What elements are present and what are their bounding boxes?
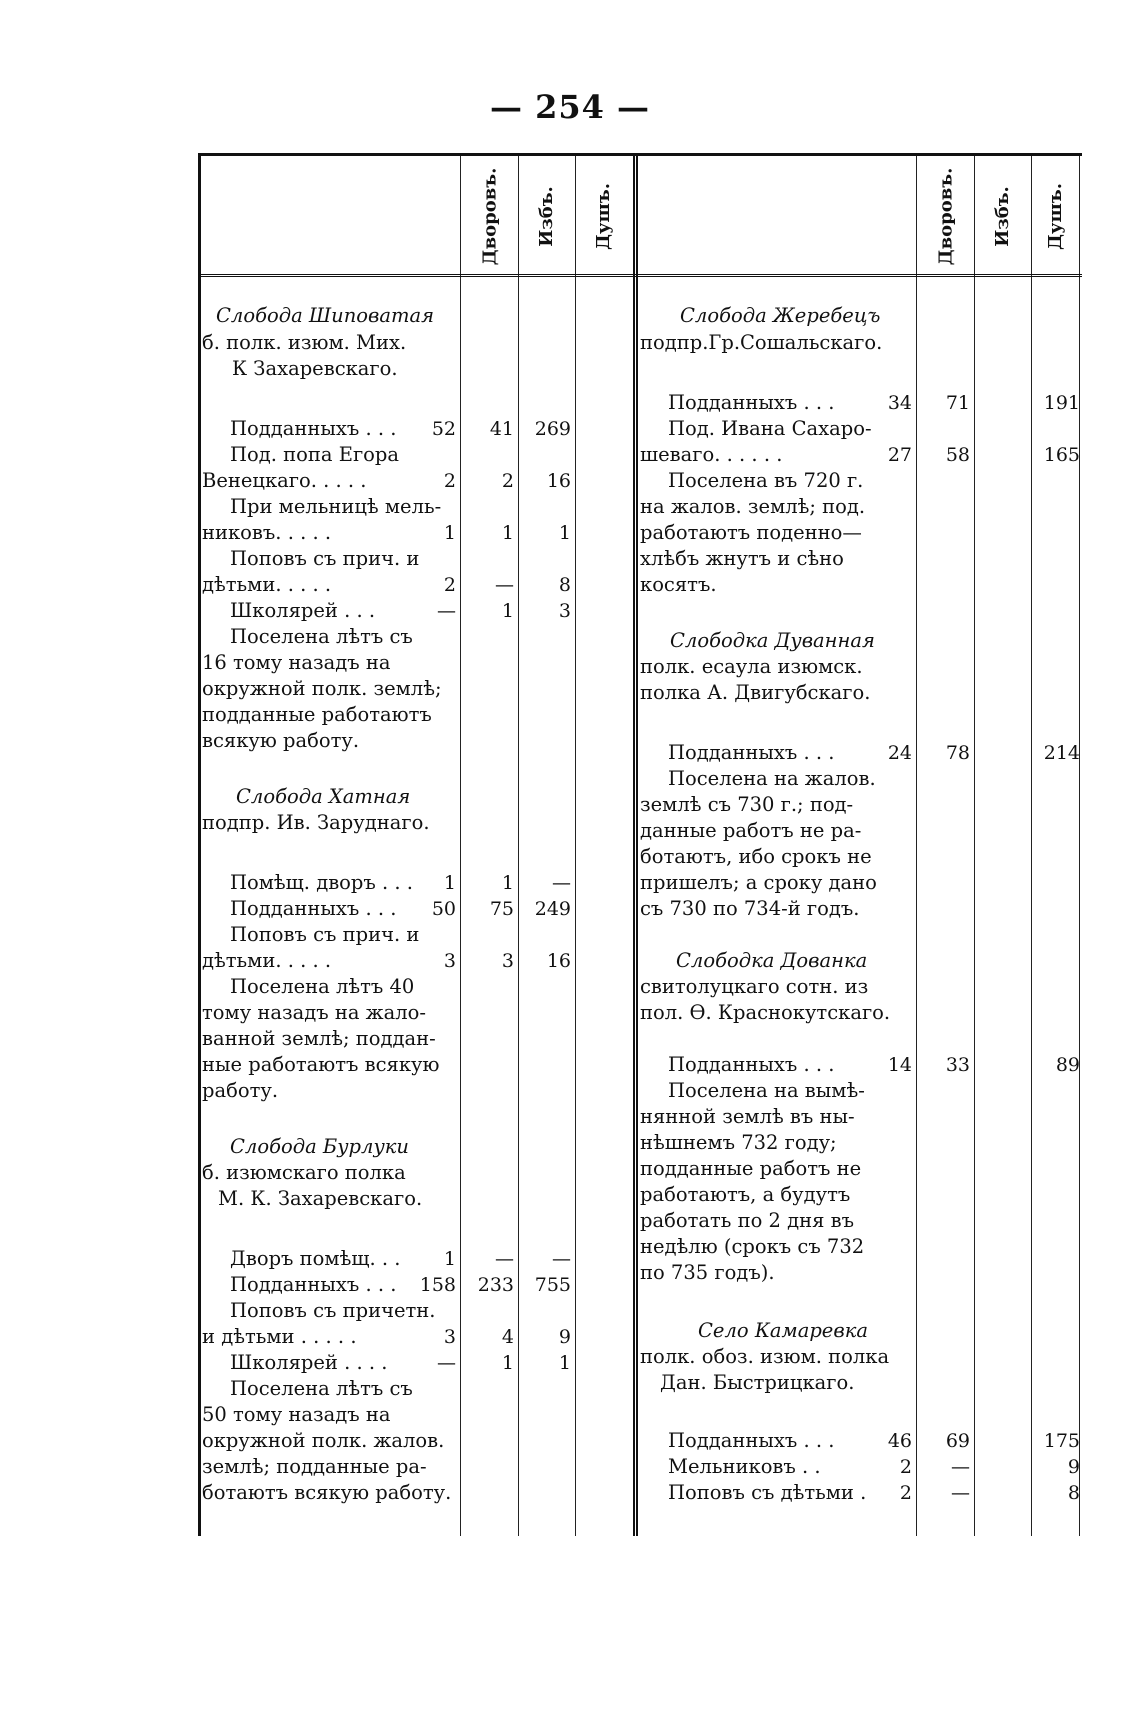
header-izb-right: Избъ. <box>992 185 1014 247</box>
cell-dush: 1 <box>558 1352 571 1374</box>
cell-izb: — <box>951 1456 970 1478</box>
note-line: нѣшнемъ 732 году; <box>640 1131 837 1154</box>
row-label: Подданныхъ . . . <box>668 1053 835 1076</box>
row-label: Поповъ съ дѣтьми . <box>668 1481 867 1504</box>
note-line: Поселена на жалов. <box>668 767 876 790</box>
census-table <box>198 153 1082 1536</box>
note-line: землѣ съ 730 г.; под- <box>640 793 854 816</box>
cell-dush: 89 <box>1055 1054 1080 1076</box>
cell-izb: 233 <box>477 1274 514 1296</box>
section-title: Слобода Шиповатая <box>216 304 435 327</box>
section-title: Слободка Дованка <box>676 949 868 972</box>
note-line: землѣ; подданные ра- <box>202 1455 427 1478</box>
note-line: Поселена лѣтъ съ <box>230 1377 413 1400</box>
note-line: 16 тому назадъ на <box>202 651 391 674</box>
cell-izb: 3 <box>501 950 514 972</box>
cell-izb: 1 <box>501 522 514 544</box>
cell-dush: 1 <box>558 522 571 544</box>
cell-izb: 4 <box>501 1326 514 1348</box>
note-line: подданные работъ не <box>640 1157 862 1180</box>
owner-line: б. изюмскаго полка <box>202 1161 406 1184</box>
row-label: шеваго. . . . . . <box>640 443 783 466</box>
row-label: Помѣщ. дворъ . . . <box>230 871 414 894</box>
cell-izb: 1 <box>501 600 514 622</box>
cell-dush: 249 <box>534 898 571 920</box>
owner-line: полк. есаула изюмск. <box>640 655 863 678</box>
header-dvorov-right: Дворовъ. <box>935 167 957 265</box>
note-line: Поселена на вымѣ- <box>668 1079 865 1102</box>
cell-dush: 191 <box>1043 392 1080 414</box>
cell-dush: 9 <box>558 1326 571 1348</box>
cell-dvorov: 46 <box>887 1430 912 1452</box>
header-izb-left: Избъ. <box>536 185 558 247</box>
cell-izb: 41 <box>489 418 514 440</box>
owner-line: полк. обоз. изюм. полка <box>640 1345 890 1368</box>
note-line: ванной землѣ; поддан- <box>202 1027 436 1050</box>
note-line: Поселена лѣтъ съ <box>230 625 413 648</box>
row-label: Под. Ивана Сахаро- <box>668 417 872 440</box>
section-title: Слобода Хатная <box>236 785 411 808</box>
cell-izb: — <box>495 1248 514 1270</box>
cell-dvorov: 50 <box>431 898 456 920</box>
row-label: Подданныхъ . . . <box>230 1273 397 1296</box>
section-title: Село Камаревка <box>698 1319 868 1342</box>
owner-line: К Захаревскаго. <box>232 357 398 380</box>
owner-line: б. полк. изюм. Мих. <box>202 331 407 354</box>
row-label: Поповъ съ причетн. <box>230 1299 436 1322</box>
owner-line: свитолуцкаго сотн. из <box>640 975 869 998</box>
owner-line: Дан. Быстрицкаго. <box>660 1371 855 1394</box>
row-label: Подданныхъ . . . <box>668 391 835 414</box>
row-label: дѣтьми. . . . . <box>202 573 332 596</box>
cell-dush: — <box>552 872 571 894</box>
note-line: Поселена лѣтъ 40 <box>230 975 415 998</box>
note-line: Поселена въ 720 г. <box>668 469 864 492</box>
header-dush-right: Душъ. <box>1045 182 1067 250</box>
page-number: — 254 — <box>489 88 651 126</box>
owner-line: пол. Ѳ. Краснокутскаго. <box>640 1001 891 1024</box>
cell-dvorov: 3 <box>443 1326 456 1348</box>
note-line: работать по 2 дня въ <box>640 1209 855 1232</box>
row-label: Поповъ съ прич. и <box>230 547 420 570</box>
cell-izb: 2 <box>501 470 514 492</box>
note-line: окружной полк. жалов. <box>202 1429 445 1452</box>
cell-dvorov: 158 <box>419 1274 456 1296</box>
section-title: Слобода Жеребецъ <box>680 304 881 327</box>
cell-dvorov: 1 <box>443 522 456 544</box>
cell-dush: — <box>552 1248 571 1270</box>
note-line: тому назадъ на жало- <box>202 1001 426 1024</box>
owner-line: М. К. Захаревскаго. <box>218 1187 423 1210</box>
row-label: никовъ. . . . . <box>202 521 332 544</box>
cell-izb: 69 <box>945 1430 970 1452</box>
cell-dvorov: 14 <box>887 1054 912 1076</box>
cell-dvorov: 2 <box>899 1482 912 1504</box>
cell-izb: 71 <box>945 392 970 414</box>
note-line: хлѣбъ жнутъ и сѣно <box>640 547 844 570</box>
cell-dush: 8 <box>1067 1482 1080 1504</box>
cell-dvorov: — <box>437 600 456 622</box>
row-label: Подданныхъ . . . <box>230 417 397 440</box>
row-label: Мельниковъ . . <box>668 1455 821 1478</box>
note-line: по 735 годъ). <box>640 1261 775 1284</box>
cell-dvorov: 2 <box>899 1456 912 1478</box>
row-label: Подданныхъ . . . <box>668 741 835 764</box>
note-line: подданные работаютъ <box>202 703 432 726</box>
cell-dvorov: 27 <box>887 444 912 466</box>
row-label: Дворъ помѣщ. . . <box>230 1247 401 1270</box>
note-line: на жалов. землѣ; под. <box>640 495 866 518</box>
row-label: дѣтьми. . . . . <box>202 949 332 972</box>
cell-izb: 78 <box>945 742 970 764</box>
cell-izb: 1 <box>501 872 514 894</box>
row-label: Подданныхъ . . . <box>668 1429 835 1452</box>
note-line: ботаютъ всякую работу. <box>202 1481 452 1504</box>
cell-dvorov: 52 <box>431 418 456 440</box>
cell-izb: 33 <box>945 1054 970 1076</box>
row-label: Школярей . . . . <box>230 1351 388 1374</box>
cell-dush: 214 <box>1043 742 1080 764</box>
note-line: ботаютъ, ибо срокъ не <box>640 845 872 868</box>
note-line: работаютъ поденно— <box>640 521 862 544</box>
cell-dush: 16 <box>546 470 571 492</box>
note-line: недѣлю (срокъ съ 732 <box>640 1235 865 1258</box>
cell-dush: 3 <box>558 600 571 622</box>
row-label: Венецкаго. . . . . <box>202 469 367 492</box>
cell-dush: 8 <box>558 574 571 596</box>
cell-dvorov: 34 <box>887 392 912 414</box>
owner-line: подпр. Ив. Заруднаго. <box>202 811 430 834</box>
note-line: окружной полк. землѣ; <box>202 677 442 700</box>
note-line: косятъ. <box>640 573 717 596</box>
cell-izb: 75 <box>489 898 514 920</box>
cell-dush: 175 <box>1043 1430 1080 1452</box>
cell-dvorov: 1 <box>443 872 456 894</box>
cell-dush: 165 <box>1043 444 1080 466</box>
cell-izb: — <box>495 574 514 596</box>
cell-izb: — <box>951 1482 970 1504</box>
note-line: пришелъ; а сроку дано <box>640 871 877 894</box>
cell-dvorov: 2 <box>443 574 456 596</box>
note-line: всякую работу. <box>202 729 360 752</box>
section-title: Слободка Дуванная <box>670 629 875 652</box>
row-label: При мельницѣ мель- <box>230 495 442 518</box>
cell-dush: 9 <box>1067 1456 1080 1478</box>
owner-line: подпр.Гр.Сошальскаго. <box>640 331 883 354</box>
note-line: данные работъ не ра- <box>640 819 862 842</box>
cell-dvorov: 24 <box>887 742 912 764</box>
note-line: нянной землѣ въ ны- <box>640 1105 855 1128</box>
header-dvorov-left: Дворовъ. <box>479 167 501 265</box>
note-line: 50 тому назадъ на <box>202 1403 391 1426</box>
row-label: Школярей . . . <box>230 599 376 622</box>
note-line: работаютъ, а будутъ <box>640 1183 851 1206</box>
cell-dvorov: — <box>437 1352 456 1374</box>
row-label: Подданныхъ . . . <box>230 897 397 920</box>
cell-dvorov: 2 <box>443 470 456 492</box>
cell-dush: 755 <box>534 1274 571 1296</box>
row-label: Поповъ съ прич. и <box>230 923 420 946</box>
cell-izb: 58 <box>945 444 970 466</box>
cell-izb: 1 <box>501 1352 514 1374</box>
row-label: и дѣтьми . . . . . <box>202 1325 357 1348</box>
row-label: Под. попа Егора <box>230 443 400 466</box>
note-line: работу. <box>202 1079 279 1102</box>
cell-dvorov: 1 <box>443 1248 456 1270</box>
cell-dvorov: 3 <box>443 950 456 972</box>
cell-dush: 16 <box>546 950 571 972</box>
section-title: Слобода Бурлуки <box>230 1135 409 1158</box>
owner-line: полка А. Двигубскаго. <box>640 681 871 704</box>
note-line: ные работаютъ всякую <box>202 1053 440 1076</box>
header-dush-left: Душъ. <box>593 182 615 250</box>
cell-dush: 269 <box>534 418 571 440</box>
note-line: съ 730 по 734-й годъ. <box>640 897 860 920</box>
